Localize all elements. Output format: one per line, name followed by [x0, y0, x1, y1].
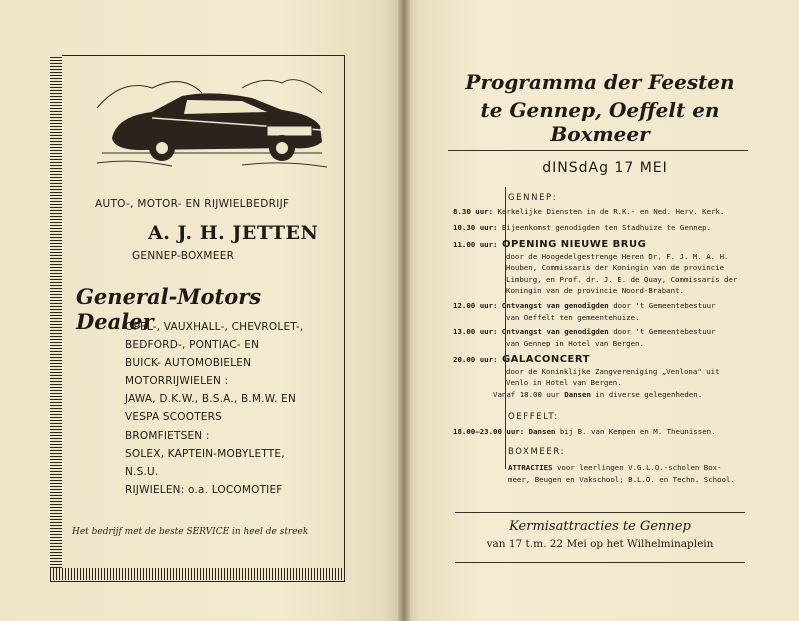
entry-bold: Ontvangst van genodigden: [501, 327, 609, 336]
entry-text: Bijeenkomst genodigden ten Stadhuize te Gennep.: [501, 223, 712, 232]
program-entry: [453, 239, 753, 297]
kermis-title: Kermisattracties te Gennep: [509, 519, 691, 534]
divider: [455, 562, 745, 563]
entry-line: Limburg, en Prof. dr. J. E. de Quay, Commissaris der: [506, 274, 738, 284]
program-title-line2: te Gennep, Oeffelt en Boxmeer: [480, 98, 720, 146]
entry-bold: ATTRACTIES: [508, 463, 553, 472]
program-day: dINSdAg 17 MEI: [542, 160, 668, 176]
program-entry: [453, 326, 753, 349]
entry-time: 18.00—23.00 uur:: [453, 427, 525, 436]
ad-line: BROMFIETSEN :: [125, 429, 210, 442]
entry-line: [453, 389, 753, 401]
ad-line: VESPA SCOOTERS: [125, 411, 222, 424]
car-illustration: [92, 68, 332, 178]
ad-brand-list: [125, 318, 345, 499]
program-entry: [453, 426, 753, 438]
entry-heading: OPENING NIEUWE BRUG: [501, 239, 647, 250]
entry-time: 12.00 uur:: [453, 301, 498, 310]
ad-line: N.S.U.: [125, 465, 159, 478]
program-entry: [508, 462, 748, 485]
entry-text: door 't Gemeentebestuur: [613, 327, 716, 336]
entry-line: meer, Beugen en Vakschool; B.L.O. en Techn. School.: [508, 474, 735, 484]
program-entry: [453, 300, 753, 323]
book-gutter: [398, 0, 410, 621]
entry-line: van Gennep in Hotel van Bergen.: [506, 338, 644, 348]
entry-text: Vanaf 18.00 uur: [493, 389, 560, 399]
ad-line: BEDFORD-, PONTIAC- EN: [125, 339, 260, 352]
program-entry: [453, 354, 753, 400]
ad-border-left: [50, 55, 62, 580]
entry-text: in diverse gelegenheden.: [595, 389, 703, 399]
entry-bold: Dansen: [564, 389, 591, 399]
ad-dealer-heading: General-Motors Dealer: [76, 284, 262, 334]
ad-line: RIJWIELEN: o.a. LOCOMOTIEF: [125, 483, 283, 496]
section-oeffelt: OEFFELT:: [508, 412, 559, 422]
entry-time: 8.30 uur:: [453, 207, 494, 216]
ad-business-type: AUTO-, MOTOR- EN RIJWIELBEDRIJF: [95, 198, 290, 210]
entry-bold: Dansen: [528, 427, 556, 436]
divider: [448, 150, 748, 151]
entry-time: 13.00 uur:: [453, 327, 498, 336]
entry-text: door 't Gemeentebestuur: [613, 301, 716, 310]
entry-line: door de Koninklijke Zangvereniging „Venlona" uit: [506, 366, 720, 376]
program-entry: [453, 222, 753, 234]
program-title-line1: Programma der Feesten: [465, 70, 735, 94]
section-gennep: GENNEP:: [508, 193, 558, 203]
entry-line: Koningin van de provincie Noord-Brabant.: [506, 286, 684, 295]
ad-company-name: A. J. H. JETTEN: [148, 222, 319, 244]
entry-time: 11.00 uur:: [453, 240, 498, 249]
section-boxmeer: BOXMEER:: [508, 447, 566, 457]
entry-time: 20.00 uur:: [453, 355, 498, 364]
entry-line: Venlo in Hotel van Bergen.: [506, 378, 622, 387]
ad-line: JAWA, D.K.W., B.S.A., B.M.W. EN: [125, 393, 297, 406]
ad-line: SOLEX, KAPTEIN-MOBYLETTE,: [125, 447, 285, 460]
ad-line: BUICK- AUTOMOBIELEN: [125, 357, 252, 370]
ad-company-city: GENNEP-BOXMEER: [132, 250, 235, 262]
entry-line: van Oeffelt ten gemeentehuize.: [506, 312, 640, 322]
entry-bold: Ontvangst van genodigden: [501, 301, 609, 310]
entry-line: door de Hoogedelgestrenge Heren Dr. F. J. M. A. H.: [506, 251, 729, 261]
divider: [505, 187, 506, 469]
ad-border-bottom: [50, 568, 343, 580]
ad-slogan: Het bedrijf met de beste SERVICE in heel de streek: [72, 527, 309, 537]
kermis-subtitle: van 17 t.m. 22 Mei op het Wilhelminaplein: [486, 538, 714, 550]
entry-text: bij B. van Kempen en M. Theunissen.: [559, 427, 716, 436]
ad-line: MOTORRIJWIELEN :: [125, 375, 229, 388]
entry-line: Houben, Commissaris der Koningin van de provincie: [506, 263, 725, 272]
entry-text: Kerkelijke Diensten in de R.K.- en Ned. Herv. Kerk.: [497, 207, 725, 216]
entry-text: voor leerlingen V.G.L.O.-scholen Box-: [556, 463, 722, 472]
program-entry: [453, 206, 753, 218]
entry-heading: GALACONCERT: [501, 354, 590, 365]
ad-line: OPEL-, VAUXHALL-, CHEVROLET-,: [125, 321, 304, 333]
entry-time: 10.30 uur:: [453, 223, 498, 232]
divider: [455, 512, 745, 513]
